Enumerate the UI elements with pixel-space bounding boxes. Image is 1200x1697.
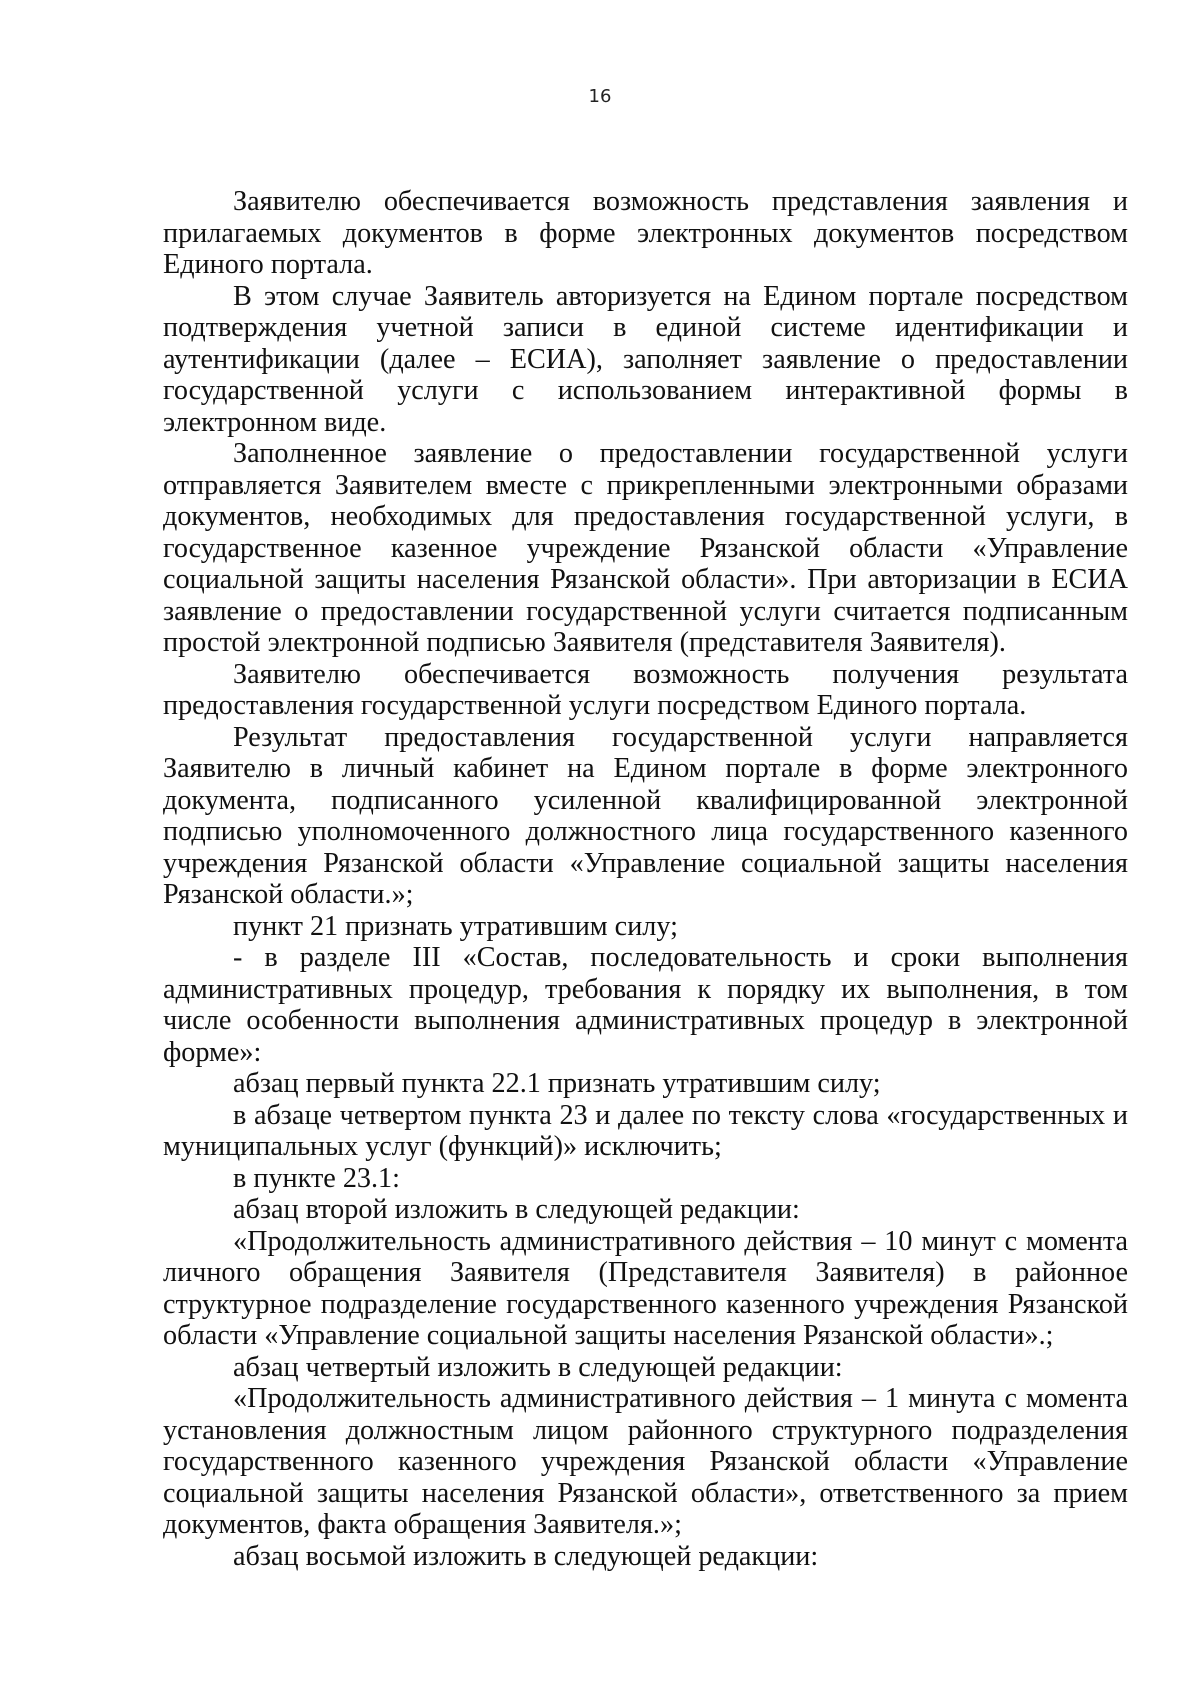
paragraph: «Продолжительность административного действия – 10 минут с момента личного обращения Заявителя (Представителя Заявителя) в районное структурное подразделение государственного казенного учреждения Рязанской области «Управление социальной защиты населения Рязанской области».; [163,1225,1128,1351]
paragraph: пункт 21 признать утратившим силу; [233,910,678,942]
paragraph: В этом случае Заявитель авторизуется на Едином портале посредством подтверждения учетной записи в единой системе идентификации и аутентификации (далее – ЕСИА), заполняет заявление о предоставлении государственной услуги с использованием интерактивной формы в электронном виде. [163,280,1128,438]
paragraph: - в разделе III «Состав, последовательность и сроки выполнения административных процедур, требования к порядку их выполнения, в том числе особенности выполнения административных процедур в электронной форме»: [163,942,1128,1068]
paragraph: абзац второй изложить в следующей редакции: [233,1194,800,1225]
paragraph: Заполненное заявление о предоставлении государственной услуги отправляется Заявителем вместе с прикрепленными электронными образами документов, необходимых для предоставления государственной услуги, в государственное казенное учреждение Рязанской области «Управление социальной защиты населения Рязанской области». При авторизации в ЕСИА заявление о предоставлении государственной услуги считается подписанным простой электронной подписью Заявителя (представителя Заявителя). [163,438,1128,658]
page-number: 16 [588,86,612,107]
paragraph: абзац восьмой изложить в следующей редакции: [233,1540,819,1572]
paragraph: «Продолжительность административного действия – 1 минута с момента установления должностным лицом районного структурного подразделения государственного казенного учреждения Рязанской области «Управление социальной защиты населения Рязанской области», ответственного за прием документов, факта обращения Заявителя.»; [163,1383,1128,1540]
paragraph: абзац четвертый изложить в следующей редакции: [233,1351,843,1383]
paragraph: Заявителю обеспечивается возможность получения результата предоставления государственной услуги посредством Единого портала. [163,658,1128,721]
document-body [163,186,1128,1572]
paragraph: в пункте 23.1: [233,1162,400,1194]
paragraph: абзац первый пункта 22.1 признать утратившим силу; [233,1068,881,1099]
paragraph: Результат предоставления государственной услуги направляется Заявителю в личный кабинет на Едином портале в форме электронного документа, подписанного усиленной квалифицированной электронной подписью уполномоченного должностного лица государственного казенного учреждения Рязанской области «Управление социальной защиты населения Рязанской области.»; [163,721,1128,910]
paragraph: Заявителю обеспечивается возможность представления заявления и прилагаемых документов в форме электронных документов посредством Единого портала. [163,186,1128,280]
paragraph: в абзаце четвертом пункта 23 и далее по тексту слова «государственных и муниципальных услуг (функций)» исключить; [163,1099,1128,1162]
